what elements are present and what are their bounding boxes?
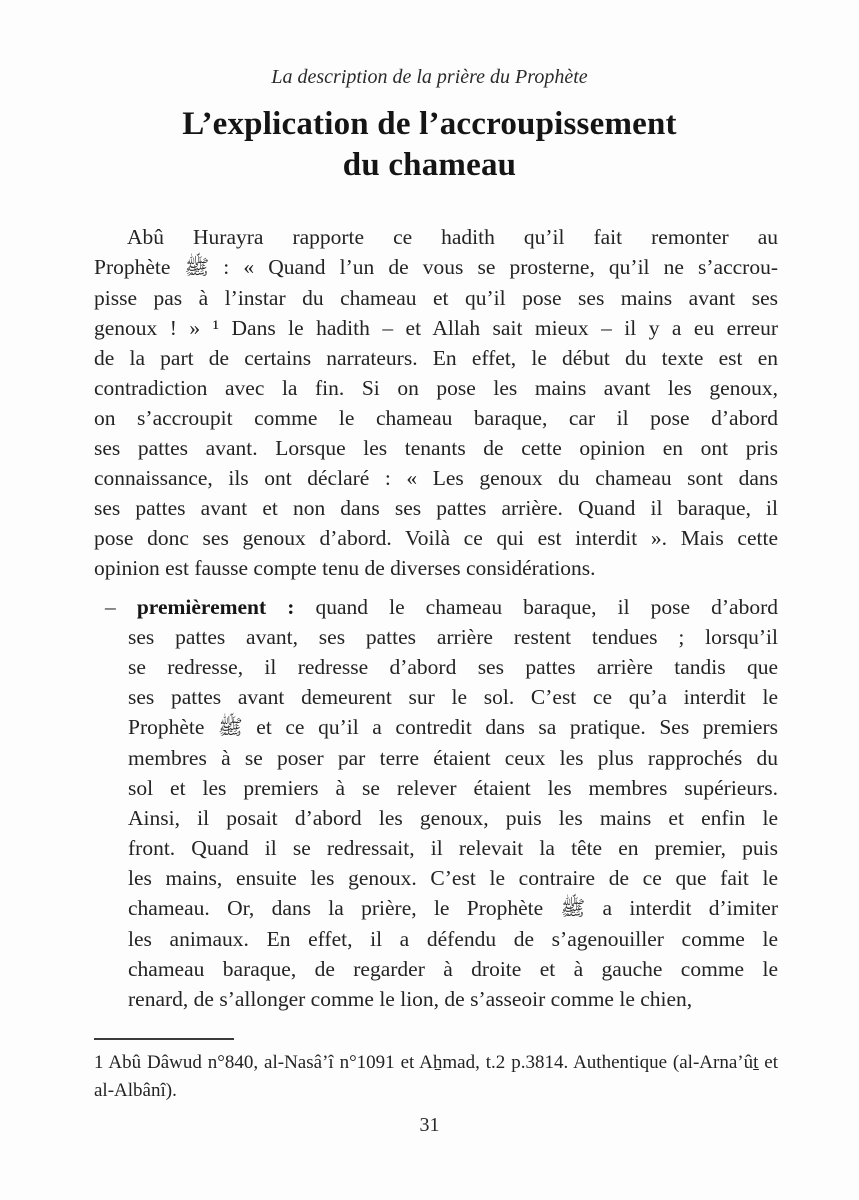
text-line: renard, de s’allonger comme le lion, de s’asseoir comme le chien,: [128, 987, 693, 1011]
text-line: sol et les premiers à se relever étaient les membres supérieurs.: [128, 776, 778, 800]
text-line: chameau. Or, dans la prière, le Prophète ﷺ a interdit d’imiter: [128, 896, 778, 920]
text-line: connaissance, ils ont déclaré : « Les genoux du chameau sont dans: [94, 466, 778, 490]
text-line: ses pattes avant, ses pattes arrière restent tendues ; lorsqu’il: [128, 625, 778, 649]
list-item-premierement: [94, 592, 778, 1014]
text-line: front. Quand il se redressait, il relevait la tête en premier, puis: [128, 836, 778, 860]
text-line: opinion est fausse compte tenu de diverses considérations.: [94, 556, 596, 580]
pbuh-symbol: ﷺ: [184, 257, 210, 279]
text-line: al-Albânî).: [94, 1080, 177, 1101]
text-line: ses pattes avant. Lorsque les tenants de cette opinion en ont pris: [94, 436, 778, 460]
text-line: pisse pas à l’instar du chameau et qu’il pose ses mains avant ses: [94, 286, 778, 310]
intro-paragraph: [94, 222, 778, 583]
page-number: 31: [419, 1114, 440, 1136]
text-line: chameau baraque, de regarder à droite et à gauche comme le: [128, 957, 778, 981]
chapter-title: [0, 104, 859, 186]
text-line: genoux ! » ¹ Dans le hadith – et Allah sait mieux – il y a eu erreur: [94, 316, 778, 340]
pbuh-symbol: ﷺ: [218, 717, 243, 739]
footnote-rule: [94, 1038, 234, 1040]
text-line: Prophète ﷺ et ce qu’il a contredit dans sa pratique. Ses premiers: [128, 715, 778, 739]
running-head: La description de la prière du Prophète: [271, 66, 588, 88]
text-line: se redresse, il redresse d’abord ses pattes arrière tandis que: [128, 655, 778, 679]
text-line: membres à se poser par terre étaient ceux les plus rapprochés du: [128, 746, 778, 770]
text-line: contradiction avec la fin. Si on pose les mains avant les genoux,: [94, 376, 778, 400]
list-keyword: premièrement :: [136, 595, 295, 619]
text-line: Ainsi, il posait d’abord les genoux, puis les mains et enfin le: [128, 806, 778, 830]
text-line: ses pattes avant demeurent sur le sol. C’est ce qu’a interdit le: [128, 685, 778, 709]
footnote: [94, 1038, 778, 1105]
text-line: les mains, ensuite les genoux. C’est le contraire de ce que fait le: [128, 866, 778, 890]
text-line: ses pattes avant et non dans ses pattes arrière. Quand il baraque, il: [94, 496, 778, 520]
text-line: pose donc ses genoux d’abord. Voilà ce qui est interdit ». Mais cette: [94, 526, 778, 550]
text-line: on s’accroupit comme le chameau baraque, car il pose d’abord: [94, 406, 778, 430]
text-line: Abû Hurayra rapporte ce hadith qu’il fait remonter au: [127, 225, 778, 249]
text-line: de la part de certains narrateurs. En effet, le début du texte est en: [94, 346, 778, 370]
body-text-column: [94, 222, 778, 1014]
text-line: du chameau: [342, 147, 517, 183]
text-line: 1 Abû Dâwud n°840, al-Nasâ’î n°1091 et Aẖmad, t.2 p.3814. Authentique (al-Arna’ûṯ et: [94, 1052, 778, 1073]
footnote-text: [94, 1049, 778, 1105]
pbuh-symbol: ﷺ: [560, 898, 586, 920]
text-line: Prophète ﷺ : « Quand l’un de vous se prosterne, qu’il ne s’accrou-: [94, 255, 778, 279]
text-line: L’explication de l’accroupissement: [182, 106, 677, 142]
text-line: – premièrement : quand le chameau baraque, il pose d’abord: [105, 595, 778, 619]
text-line: les animaux. En effet, il a défendu de s’agenouiller comme le: [128, 927, 778, 951]
